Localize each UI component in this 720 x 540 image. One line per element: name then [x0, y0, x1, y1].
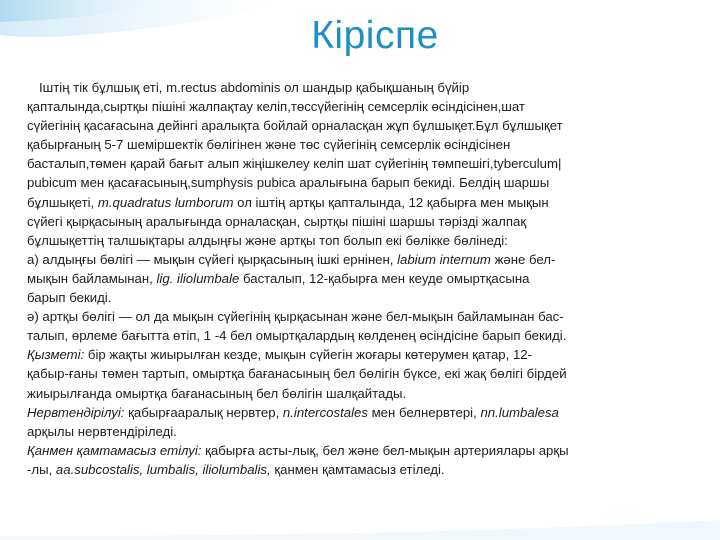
slide-title: Кіріспе [311, 14, 439, 57]
latin-term: aa.subcostalis, lumbalis, iliolumbalis, [55, 461, 271, 477]
slide-body-text [27, 78, 699, 479]
latin-term: lig. iliolumbale [156, 270, 240, 286]
text-segment: қабыр-ғаны төмен тартып, омыртқа бағанасының бел бөлігін бүксе, екі жақ бөлігі бірдей [27, 366, 567, 382]
text-line [27, 173, 699, 192]
text-line [27, 364, 699, 383]
text-line [27, 212, 699, 231]
text-segment: бұлшықеті, [27, 194, 98, 210]
text-segment: Іштің тік бұлшық еті, m.rectus abdominis ол шандыр қабықшаның бүйір [39, 80, 470, 95]
latin-term: Нервтендірілуі: [27, 404, 125, 420]
text-segment: қабырғааралық нервтер, [124, 404, 283, 420]
latin-term: Қызметі: [27, 347, 85, 363]
text-line [27, 250, 699, 269]
latin-term: n.intercostales [282, 404, 368, 420]
text-segment: бір жақты жиырылған кезде, мықын сүйегін жоғары көтерумен қатар, 12- [84, 347, 533, 363]
text-line [27, 345, 699, 364]
text-segment: талып, өрлеме бағытта өтіп, 1 -4 бел омыртқалардың көлденең өсіндісіне барып бекиді. [27, 328, 567, 344]
text-segment: ә) артқы бөлігі — ол да мықын сүйегінің қырқасынан және бел-мықын байламынан бас- [27, 309, 564, 325]
text-segment: және бел- [490, 251, 556, 267]
text-line [27, 288, 699, 307]
text-line [27, 97, 699, 116]
text-line [27, 403, 699, 422]
text-line [27, 78, 699, 97]
text-segment: басталып,төмен қарай бағыт алып жіңішкелеу келіп шат сүйегінің төмпешігі,tyberculum| [27, 156, 562, 172]
text-line [27, 231, 699, 250]
text-segment: қапталында,сыртқы пішіні жалпақтау келіп,төссүйегінің семсерлік өсіндісінен,шат [27, 99, 525, 115]
latin-term: nn.lumbalesa [480, 404, 559, 420]
text-segment: жиырылғанда омыртқа бағанасының бел бөлігін шалқайтады. [27, 385, 407, 401]
text-segment: басталып, 12-қабырға мен кеуде омыртқасына [239, 270, 530, 286]
text-line [27, 307, 699, 326]
text-segment: ол іштің артқы қапталында, 12 қабырға мен мықын [233, 194, 549, 210]
text-segment: мен белнервтері, [367, 404, 481, 420]
text-segment: сүйегінің қасағасына дейінгі аралықта бойлай орналасқан жұп бұлшықет.Бұл бұлшықет [27, 118, 563, 134]
text-line [27, 135, 699, 154]
text-segment: pubicum мен қасағасының,sumphysis pubica аралығына барып бекиді. Белдің шаршы [27, 175, 550, 191]
text-line [27, 193, 699, 212]
text-segment: сүйегі қырқасының аралығында орналасқан, сыртқы пішіні шаршы тәрізді жалпақ [27, 213, 527, 229]
latin-term: m.quadratus lumborum [97, 194, 234, 210]
text-segment: арқылы нервтендіріледі. [27, 423, 177, 439]
text-segment: бұлшықеттің талшықтары алдыңғы және артқы топ болып екі бөлікке бөлінеді: [27, 232, 508, 248]
text-line [27, 269, 699, 288]
text-line [27, 326, 699, 345]
text-segment: барып бекиді. [27, 290, 112, 306]
text-line [27, 384, 699, 403]
text-line [27, 154, 699, 173]
text-line [27, 441, 699, 460]
text-segment: а) алдыңғы бөлігі — мықын сүйегі қырқасының ішкі ернінен, [27, 251, 398, 267]
latin-term: Қанмен қамтамасыз етілуі: [27, 442, 202, 458]
latin-term: labium internum [397, 251, 491, 267]
text-segment: қабырғаның 5-7 шеміршектік бөлігінен және төс сүйегінің семсерлік өсіндісінен [27, 137, 511, 153]
text-line [27, 116, 699, 135]
text-line [27, 460, 699, 479]
text-segment: -лы, [27, 461, 56, 477]
text-segment: мықын байламынан, [27, 270, 157, 286]
text-segment: қанмен қамтамасыз етіледі. [270, 461, 445, 477]
text-line [27, 422, 699, 441]
text-segment: қабырға асты-лық, бел және бел-мықын артериялары арқы [201, 442, 569, 458]
